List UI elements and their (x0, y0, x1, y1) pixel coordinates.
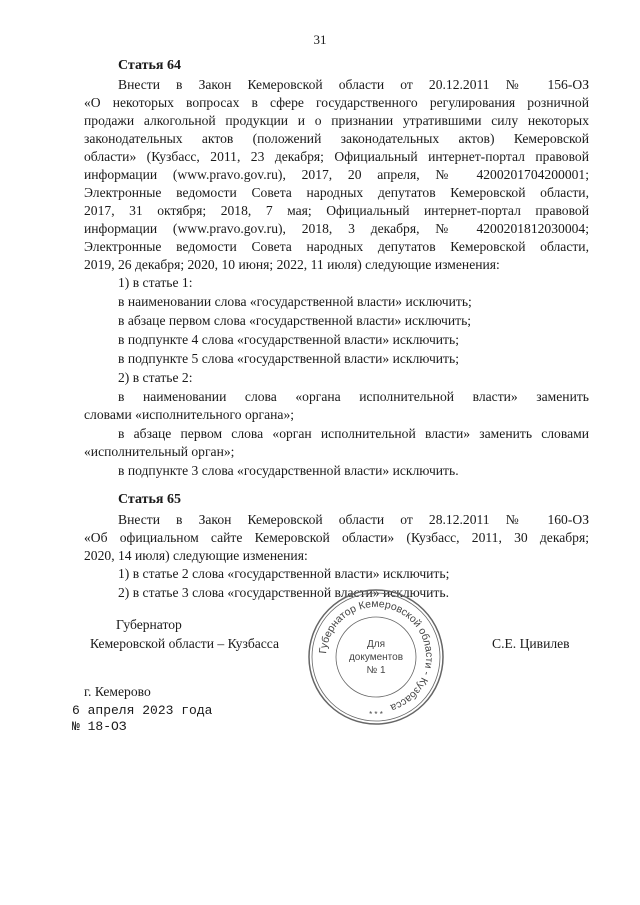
intro-line: 2020, 14 июля) следующие изменения: (84, 548, 308, 563)
seal-center-line3: № 1 (366, 665, 386, 676)
intro-line: информации (www.pravo.gov.ru), 2018, 3 декабря, № 4200201812030004; (84, 221, 589, 236)
intro-line: «Об официальном сайте Кемеровской области» (Кузбасс, 2011, 30 декабря; (84, 530, 589, 545)
intro-line: области» (Кузбасс, 2011, 23 декабря; Официальный интернет-портал правовой (84, 149, 589, 164)
item-1-d: в подпункте 5 слова «государственной власти» исключить; (118, 351, 459, 366)
item-1-c: в подпункте 4 слова «государственной власти» исключить; (118, 332, 459, 347)
region-title: Кемеровской области – Кузбасса (90, 636, 280, 651)
intro-line: Внести в Закон Кемеровской области от 28.12.2011 № 160-ОЗ (118, 512, 589, 527)
item-1: 1) в статье 2 слова «государственной власти» исключить; (118, 566, 450, 581)
intro-line: законодательных актов (положений законодательных актов) Кемеровской (84, 131, 589, 146)
intro-line: 2019, 26 декабря; 2020, 10 июня; 2022, 11 июля) следующие изменения: (84, 257, 500, 272)
intro-line: информации (www.pravo.gov.ru), 2017, 20 апреля, № 4200201704200001; (84, 167, 589, 182)
article-65-heading: Статья 65 (118, 492, 181, 507)
seal-center-line1: Для (366, 639, 386, 650)
item-1-b: в абзаце первом слова «государственной власти» исключить; (118, 313, 472, 328)
governor-name: С.Е. Цивилев (492, 636, 570, 651)
item-2-c: в подпункте 3 слова «государственной власти» исключить. (118, 463, 459, 478)
intro-line: Внести в Закон Кемеровской области от 20.12.2011 № 156-ОЗ (118, 77, 589, 92)
item-2-b-line1: в абзаце первом слова «орган исполнительной власти» заменить словами (118, 426, 589, 441)
seal-ring-text: Губернатор Кемеровской области - Кузбасса (317, 597, 436, 714)
intro-line: Электронные ведомости Совета народных депутатов Кемеровской области, (84, 185, 589, 200)
item-2-a-line1: в наименовании слова «органа исполнительной власти» заменить (118, 389, 589, 404)
intro-line: «О некоторых вопросах в сфере государственного регулирования розничной (84, 95, 589, 110)
item-2: 2) в статье 3 слова «государственной власти» исключить. (118, 585, 449, 600)
date: 6 апреля 2023 года (72, 703, 213, 718)
item-2: 2) в статье 2: (118, 370, 193, 385)
seal-center-line2: документов (348, 652, 404, 663)
seal-stars: * * * (369, 710, 383, 719)
intro-line: 2017, 31 октября; 2018, 7 мая; Официальный интернет-портал правовой (84, 203, 589, 218)
intro-line: продажи алкогольной продукции и о признании утратившими силу некоторых (84, 113, 589, 128)
item-2-b-line2: «исполнительный орган»; (84, 444, 235, 459)
official-seal (306, 587, 446, 727)
place: г. Кемерово (84, 684, 151, 699)
intro-line: Электронные ведомости Совета народных депутатов Кемеровской области, (84, 239, 589, 254)
item-1-a: в наименовании слова «государственной власти» исключить; (118, 294, 472, 309)
law-number: № 18-ОЗ (72, 719, 127, 734)
page-number: 31 (313, 32, 327, 47)
article-64-heading: Статья 64 (118, 58, 181, 73)
governor-title: Губернатор (116, 617, 182, 632)
item-1: 1) в статье 1: (118, 275, 193, 290)
item-2-a-line2: словами «исполнительного органа»; (84, 407, 295, 422)
